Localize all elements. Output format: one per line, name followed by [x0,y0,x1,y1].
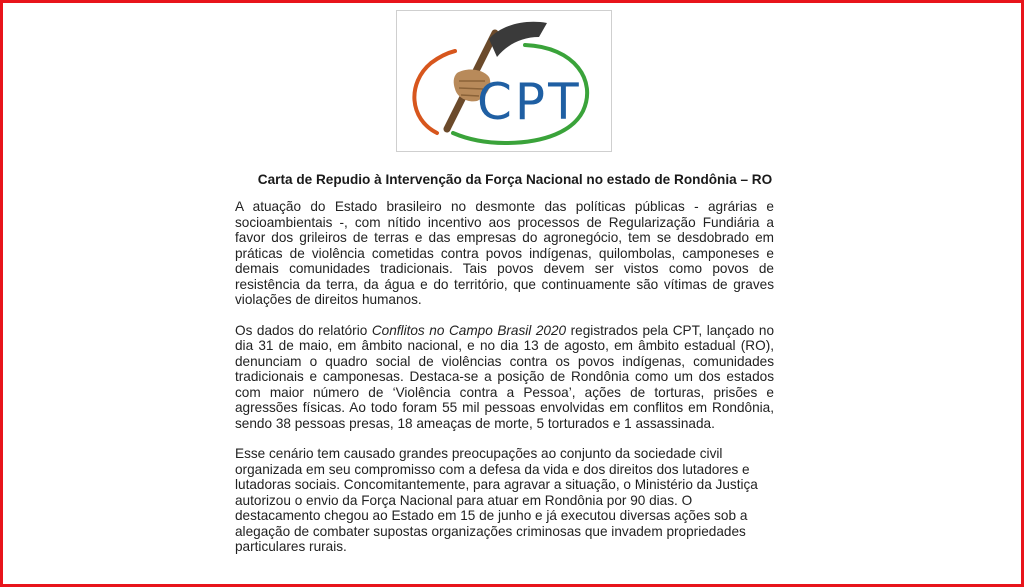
paragraph-2 [235,323,774,432]
page-title: Carta de Repudio à Intervenção da Força Nacional no estado de Rondônia – RO [257,172,773,187]
paragraph-2-suffix: registrados pela CPT, lançado no dia 31 de maio, em âmbito nacional, e no dia 13 de agosto, em âmbito estadual (RO), denunciam o quadro social de violências contra os povos indígenas, comunidades tradicionais e camponesas. Destaca-se a posição de Rondônia como um dos estados com maior número de ‘Violência contra a Pessoa’, ações de torturas, prisões e agressões físicas. Ao todo foram 55 mil pessoas envolvidas em conflitos em Rondônia, sendo 38 pessoas presas, 18 ameaças de morte, 5 torturados e 1 assassinada. [235,322,774,431]
logo-text: CPT [477,73,582,131]
hoe-in-hand-icon [397,11,611,151]
paragraph-1: A atuação do Estado brasileiro no desmonte das políticas públicas - agrárias e socioambientais -, com nítido incentivo aos processos de Regularização Fundiária a favor dos grileiros de terras e das empresas do agronegócio, tem se desdobrado em práticas de violência cometidas contra povos indígenas, quilombolas, camponeses e demais comunidades tradicionais. Tais povos devem ser vistos como povos de resistência da terra, da água e do território, que continuamente são vítimas de graves violações de direitos humanos. [235,199,774,307]
paragraph-3: Esse cenário tem causado grandes preocupações ao conjunto da sociedade civil organizada em seu compromisso com a defesa da vida e dos direitos dos lutadores e lutadoras sociais. Concomitantemente, para agravar a situação, o Ministério da Justiça autorizou o envio da Força Nacional para atuar em Rondônia por 90 dias. O destacamento chegou ao Estado em 15 de junho e já executou diversas ações sob a alegação de combater supostas organizações criminosas que invadem propriedades particulares rurais. [235,446,758,554]
report-title: Conflitos no Campo Brasil 2020 [371,322,567,338]
paragraph-2-prefix: Os dados do relatório [235,322,372,338]
cpt-logo [396,10,612,152]
article-body [235,199,774,570]
